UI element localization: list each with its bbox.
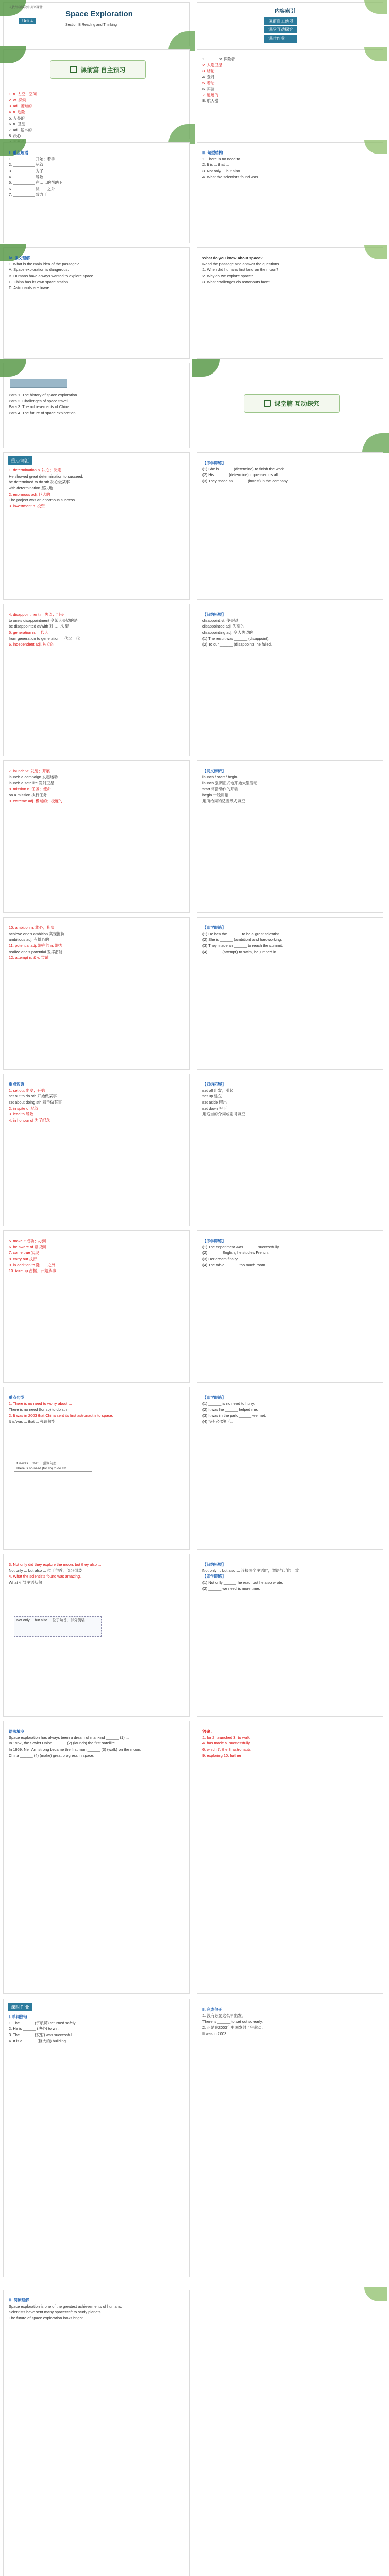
slide-sentence-2: 3. Not only did they explore the moon, but they also ... Not only ... but also ... 位于句首，部分倒装 4. What the scientists found was amazing. What 引导主语从句 Not only ... but also ... 位于句首，部分倒装: [3, 1554, 190, 1717]
page-title: Space Exploration: [65, 10, 133, 19]
slide-phrase-2: 5. make it 成功；办到 6. be aware of 意识到 7. come true 实现 8. carry out 执行 9. in addition to 除……之外 10. take up 占据；开始从事: [3, 1230, 190, 1383]
contents-item-3[interactable]: 课时作业: [264, 35, 297, 42]
section-tag: 重点词汇: [8, 456, 32, 465]
row-15: [0, 2290, 386, 2576]
slide-banner-preview: [3, 49, 190, 139]
slide-sentences: Ⅲ. 句型结构 1. There is no need to ... 2. It is ... that ... 3. Not only ... but also ... 4. What the scientists found was ...: [197, 142, 383, 243]
slide-homework-2: Ⅱ. 完成句子 1. 没有必要这么早出发。 There is ______ to set out so early. 2. 正是在2003年中国发射了宇航员。 It was in 2003 ______ ...: [197, 1999, 383, 2277]
unit-badge: Unit 4: [19, 18, 36, 24]
row-12: [0, 1387, 386, 1552]
slide-phrases: Ⅱ. 重点短语 1. __________ 开始；着手 2. __________ 尽管 3. __________ 为了 4. __________ 导致 5. __________ 在……的帮助下 6. __________ 除……之外 7. __________ 致力于: [3, 142, 190, 243]
row-7: [0, 604, 386, 758]
note-box: Not only ... but also ... 位于句首，部分倒装: [14, 1616, 102, 1637]
slide-practice-2: 【即学即练】 (1) He has the ______ to be a great scientist. (2) She is ______ (ambition) and hardworking. (3) They made an ______ to reach the summit. (4) ______ (attempt) to swim, he jumped in.: [197, 917, 383, 1070]
class-banner: 课堂篇 互动探究: [244, 394, 340, 413]
row-13: [0, 1554, 386, 1719]
contents-item-1[interactable]: 课前自主预习: [264, 17, 297, 25]
slide-reading: Ⅳ. 课文理解 1. What is the main idea of the passage? A. Space exploration is dangerous. B. Humans have always wanted to explore space. C. China has its own space station. D. Astronauts are brave.: [3, 247, 190, 359]
slide-vocab-1: 重点词汇 1. determination n. 决心；决定 He showed great determination to succeed. be determined to do sth 决心做某事 with determination 坚决地 2. enormous adj. 巨大的 The project was an enormous success. 3. investment n. 投资: [3, 452, 190, 600]
slide-practice-3: 【即学即练】 (1) The experiment was ______ successfully. (2) ______ English, he studies French. (3) Her dream finally ______. (4) The table ______ too much room.: [197, 1230, 383, 1383]
slide-vocab-4: 10. ambition n. 雄心；抱负 achieve one's ambition 实现抱负 ambitious adj. 有雄心的 11. potential adj. 潜在的 n. 潜力 realize one's potential 发挥潜能 12. attempt n. & v. 尝试: [3, 917, 190, 1070]
row-11: [0, 1230, 386, 1385]
homework-tag: 课时作业: [8, 2003, 32, 2011]
slide-practice-4: 【即学即练】 (1) ______ is no need to hurry. (2) It was he ______ helped me. (3) It was in the park ______ we met. (4) 没有必要担心。: [197, 1387, 383, 1550]
slide-contents: [197, 2, 383, 46]
slide-expand-1: 【归纳拓展】 disappoint vt. 使失望 disappointed adj. 失望的 disappointing adj. 令人失望的 (1) The result was ______ (disappoint). (2) To our ______ (disappoint), he failed.: [197, 604, 383, 756]
vocab-list-left: 1. n. 太空；空间 2. vt. 探索 3. adj. 困难的 4. n. 危险 5. 人类的 6. n. 卫星 7. adj. 基本的 8. 决心: [9, 92, 37, 139]
book-icon: [264, 400, 271, 407]
slide-homework-1: 课时作业 Ⅰ. 单词拼写 1. The ______ (宇航员) returned safely. 2. He is ______ (决心) to win. 3. The ______ (发射) was successful. 4. It is a ______ (巨大的) building.: [3, 1999, 190, 2277]
row-4: [0, 247, 386, 361]
slide-structure: Para 1. The history of space exploration Para 2. Challenges of space travel Para 3. The achievements of China Para 4. The future of space exploration: [3, 363, 190, 448]
contents-item-2[interactable]: 课堂互动探究: [264, 26, 297, 33]
row-10: [0, 1074, 386, 1228]
row-5: [0, 363, 386, 450]
slide-phrase-1: 重点短语 1. set out 出发；开始 set out to do sth 开始做某事 set about doing sth 着手做某事 2. in spite of 尽管 3. lead to 导致 4. in honour of 为了纪念: [3, 1074, 190, 1226]
preview-banner: 课前篇 自主预习: [50, 60, 146, 79]
book-icon: [70, 66, 77, 73]
row-1: [0, 0, 386, 47]
logo-text: 人教外研版高中英语课件: [9, 6, 43, 9]
slide-sentence-1: 重点句型 1. There is no need to worry about ... There is no need (for sb) to do sth 2. It was in 2003 that China sent its first astronaut into space. It is/was ... that ... 强调句型 It is/was ... that ... 强调句型 There is no need (for sb) to do sth: [3, 1387, 190, 1550]
slide-title: [3, 2, 190, 46]
structure-diagram: [10, 379, 67, 388]
slide-reading-ex: Ⅲ. 阅读理解 Space exploration is one of the greatest achievements of humans. Scientists have sent many spacecraft to study planets. The future of space exploration looks bright.: [3, 2290, 190, 2576]
slide-questions: What do you know about space? Read the passage and answer the questions. 1. When did humans first land on the moon? 2. Why do we explore space? 3. What challenges do astronauts face?: [197, 247, 383, 359]
slide-blank: [197, 2290, 383, 2576]
row-3: [0, 142, 386, 245]
slide-banner-class: [197, 363, 383, 448]
grammar-table: It is/was ... that ... 强调句型 There is no need (for sb) to do sth: [14, 1460, 92, 1472]
row-14: [0, 1721, 386, 2287]
slide-expand-2: 【归纳拓展】 set off 出发；引起 set up 建立 set aside 留出 set down 写下 用适当的介词或副词填空: [197, 1074, 383, 1226]
row-2: [0, 49, 386, 140]
vocab-list-right: 1.______ v. 探险者______ 2. 人造卫星 3. 结论 4. 登月 5. 着陆 6. 实验 7. 遥远的 8. 航天器: [202, 57, 248, 104]
row-8: [0, 760, 386, 915]
slide-vocab-3: 7. launch vt. 发射；开展 launch a campaign 发起运动 launch a satellite 发射卫星 8. mission n. 任务；使命 on a mission 执行任务 9. extreme adj. 极端的；极度的: [3, 760, 190, 913]
slide-compare-1: 【词义辨析】 launch / start / begin launch 强调正式地开始大型活动 start 常指动作的开端 begin 一般用语 用所给词的适当形式填空: [197, 760, 383, 913]
slide-answers: 答案： 1. for 2. launched 3. to walk 4. has made 5. successfully 6. which 7. the 8. astronauts 9. exploring 10. further: [197, 1721, 383, 1994]
contents-title: 内容索引: [275, 9, 295, 14]
slide-vocab-2: 4. disappointment n. 失望；沮丧 to one's disappointment 令某人失望的是 be disappointed at/with 对……失望 5. generation n. 一代人 from generation to generation 一代又一代 6. independent adj. 独立的: [3, 604, 190, 756]
subtitle: Section B Reading and Thinking: [65, 23, 117, 27]
slide-practice-1: 【即学即练】 (1) She is ______ (determine) to finish the work. (2) His ______ (determine) impressed us all. (3) They made an ______ (invest) in the company.: [197, 452, 383, 600]
slide-vocab-right: [197, 49, 383, 139]
slide-grammar-fill: 语法填空 Space exploration has always been a dream of mankind ______ (1) ... In 1957, the Soviet Union ______ (2) (launch) the first satellite. In 1969, Neil Armstrong became the first man ______ (3) (walk) on the moon. China ______ (4) (make) great progress in space.: [3, 1721, 190, 1994]
row-9: [0, 917, 386, 1072]
row-6: [0, 452, 386, 602]
slide-practice-5: 【归纳拓展】 Not only ... but also ... 连接两个主语时，谓语与近的一致 【即学即练】 (1) Not only ______ he read, but he also wrote. (2) ______ we need is more time.: [197, 1554, 383, 1717]
